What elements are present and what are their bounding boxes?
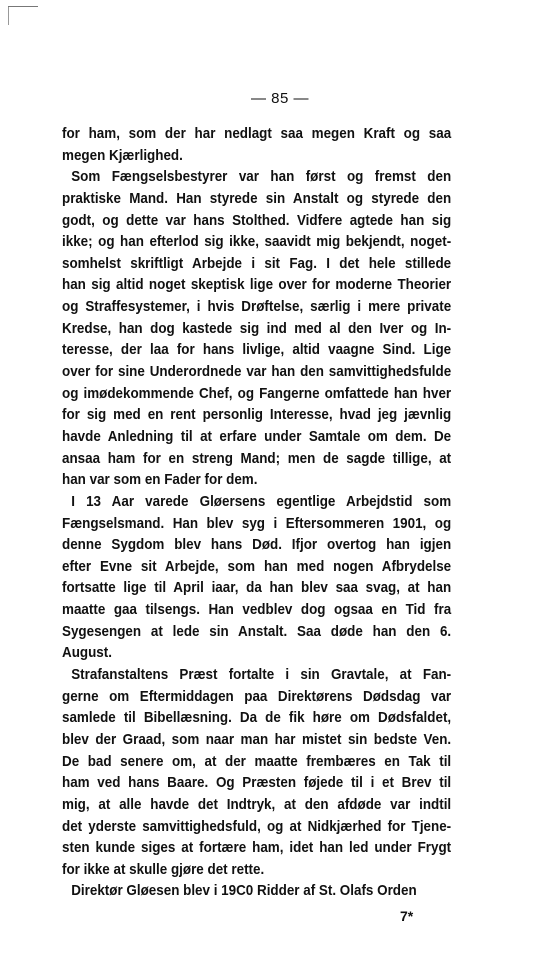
- page-number: — 85 —: [250, 90, 310, 107]
- text-line: ikke; og han efterlod sig ikke, saavidt mig bekjendt, noget-: [62, 234, 452, 251]
- text-line: praktiske Mand. Han styrede sin Anstalt og styrede den: [62, 190, 452, 207]
- text-line: over for sine Underordnede var han den samvittighedsfulde: [62, 364, 452, 381]
- text-line: og Straffesystemer, i hvis Drøftelse, særlig i mere private: [62, 299, 452, 316]
- text-line: August.: [62, 645, 112, 662]
- text-line: han var som en Fader for dem.: [62, 472, 258, 489]
- text-line: gerne om Eftermiddagen paa Direktørens Dødsdag var: [62, 688, 452, 705]
- text-line: Sygesengen at lede sin Anstalt. Saa døde han den 6.: [62, 623, 452, 640]
- text-line: efter Evne sit Arbejde, som han med nogen Afbrydelse: [62, 558, 452, 575]
- paragraph: [62, 167, 451, 492]
- paragraph: [62, 881, 451, 903]
- text-line: han sig altid noget skeptisk lige over for moderne Theorier: [62, 277, 452, 294]
- text-line: mig, at alle havde det Indtryk, at den afdøde var indtil: [62, 796, 452, 813]
- text-line: maatte gaa tilsengs. Han vedblev dog ogsaa en Tid fra: [62, 602, 452, 619]
- text-line: Strafanstaltens Præst fortalte i sin Gravtale, at Fan-: [71, 667, 452, 684]
- text-line: Som Fængselsbestyrer var han først og fremst den: [71, 169, 452, 186]
- text-line: somhelst skriftligt Arbejde i sit Fag. I det hele stillede: [62, 255, 452, 272]
- text-line: det yderste samvittighedsfuld, og at Nidkjærhed for Tjene-: [62, 818, 452, 835]
- paragraph: [62, 665, 451, 881]
- paragraph: [62, 124, 451, 167]
- text-line: godt, og dette var hans Stolthed. Vidfere agtede han sig: [62, 212, 452, 229]
- text-line: og imødekommende Chef, og Fangerne omfattede han hver: [62, 385, 452, 402]
- text-line: ham ved hans Baare. Og Præsten føjede til i et Brev til: [62, 775, 452, 792]
- text-line: Direktør Gløesen blev i 19C0 Ridder af St. Olafs Orden: [71, 883, 417, 900]
- text-line: havde Anledning til at erfare under Samtale om dem. De: [62, 428, 452, 445]
- text-line: denne Sygdom blev hans Død. Ifjor overtog han igjen: [62, 537, 452, 554]
- text-line: for sig med en rent personlig Interesse, hvad jeg jævnlig: [62, 407, 452, 424]
- text-line: Fængselsmand. Han blev syg i Eftersommeren 1901, og: [62, 515, 452, 532]
- text-line: Kredse, han dog kastede sig ind med al den Iver og In-: [62, 320, 452, 337]
- text-line: for ham, som der har nedlagt saa megen Kraft og saa: [62, 126, 452, 142]
- text-line: samlede til Bibellæsning. Da de fik høre om Dødsfaldet,: [62, 710, 452, 727]
- text-line: I 13 Aar varede Gløersens egentlige Arbejdstid som: [71, 493, 452, 510]
- text-line: sten kunde siges at fortære ham, idet han led under Frygt: [62, 840, 452, 857]
- text-line: teresse, der laa for hans livlige, altid vaagne Sind. Lige: [62, 342, 452, 359]
- text-line: De bad senere om, at der maatte frembæres en Tak til: [62, 753, 452, 770]
- paragraph: [62, 492, 451, 665]
- page-corner-mark: [8, 6, 38, 17]
- printer-signature: 7*: [400, 908, 414, 924]
- page-body: [62, 124, 451, 903]
- text-line: fortsatte lige til April iaar, da han blev saa svag, at han: [62, 580, 452, 597]
- text-line: for ikke at skulle gjøre det rette.: [62, 861, 265, 878]
- text-line: megen Kjærlighed.: [62, 147, 183, 164]
- text-line: blev der Graad, som naar man har mistet sin bedste Ven.: [62, 731, 452, 748]
- text-line: ansaa ham for en streng Mand; men de sagde tillige, at: [62, 450, 452, 467]
